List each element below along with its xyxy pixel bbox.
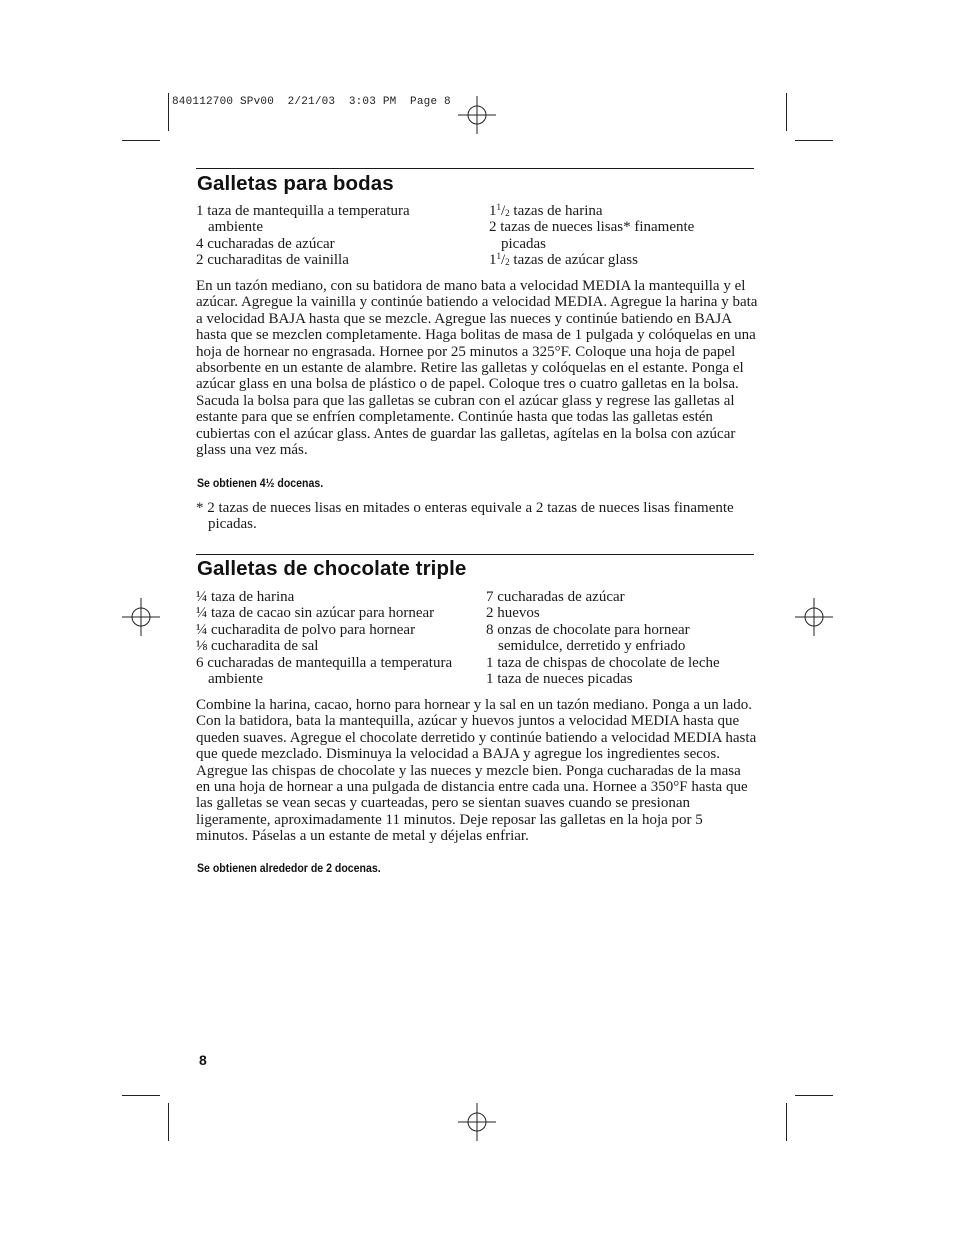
ingredients-left	[196, 203, 466, 269]
ingredient-item: 8 onzas de chocolate para hornear semidulce, derretido y enfriado	[486, 621, 690, 655]
recipe-yield: Se obtienen alrededor de 2 docenas.	[197, 861, 381, 875]
ingredients-right	[489, 203, 729, 269]
recipe-instructions: En un tazón mediano, con su batidora de mano bata a velocidad MEDIA la mantequilla y el azúcar. Agregue la vainilla y continúe batiendo a velocidad MEDIA. Agregue la harina y bata a velocidad BAJA hasta que se mezcle. Agregue las nueces y continúe batiendo en BAJA hasta que se mezclen completamente. Haga bolitas de masa de 1 pulgada y colóquelas en una hoja de hornear no engrasada. Hornee por 25 minutos a 325°F. Coloque una hoja de papel absorbente en un estante de alambre. Retire las galletas y colóquelas en el estante. Ponga el azúcar glass en una bolsa de plástico o de papel. Coloque tres o cuatro galletas en la bolsa. Sacuda la bolsa para que las galletas se cubran con el azúcar glass y regrese las galletas al estante para que se enfríen completamente. Continúe hasta que todas las galletas estén cubiertas con el azúcar glass. Antes de guardar las galletas, agítelas en la bolsa con azúcar glass una vez más.	[196, 278, 758, 459]
ingredient-item: ¼ cucharadita de polvo para hornear	[196, 621, 416, 638]
crop-mark	[168, 1103, 169, 1141]
crop-mark	[122, 1095, 160, 1096]
ingredient-item: 4 cucharadas de azúcar	[196, 235, 335, 252]
ingredient-item: 2 huevos	[486, 605, 540, 622]
section-rule	[196, 168, 754, 169]
recipe-title: Galletas de chocolate triple	[197, 557, 467, 580]
ingredient-item: ¼ taza de harina	[196, 589, 295, 605]
ingredient-item: ¼ taza de cacao sin azúcar para hornear	[196, 605, 435, 622]
print-slug: 840112700 SPv00 2/21/03 3:03 PM Page 8	[172, 96, 451, 108]
ingredients-right	[486, 589, 756, 687]
ingredient-item: 6 cucharadas de mantequilla a temperatura ambiente	[196, 654, 453, 688]
registration-mark-icon	[122, 598, 160, 636]
ingredient-item: 1 taza de chispas de chocolate de leche	[486, 654, 720, 671]
ingredient-item: 1 taza de mantequilla a temperatura ambiente	[196, 203, 410, 236]
fraction: $1^1/_2$	[489, 251, 510, 269]
recipe-yield: Se obtienen 4½ docenas.	[197, 476, 324, 490]
crop-mark	[122, 140, 160, 141]
page-number: 8	[199, 1052, 207, 1068]
crop-mark	[168, 93, 169, 131]
ingredient-item: 7 cucharadas de azúcar	[486, 589, 625, 605]
registration-mark-icon	[795, 598, 833, 636]
registration-mark-icon	[458, 1103, 496, 1141]
recipe-title: Galletas para bodas	[197, 172, 394, 195]
section-rule	[196, 554, 754, 555]
crop-mark	[786, 1103, 787, 1141]
ingredient-item: $1^1/_2$ tazas de harina	[489, 202, 603, 219]
ingredients-left	[196, 589, 486, 687]
ingredient-item: $1^1/_2$ tazas de azúcar glass	[489, 251, 638, 269]
crop-mark	[795, 140, 833, 141]
crop-mark	[795, 1095, 833, 1096]
ingredient-item: 2 cucharaditas de vainilla	[196, 252, 349, 269]
recipe-instructions: Combine la harina, cacao, horno para hornear y la sal en un tazón mediano. Ponga a un lado. Con la batidora, bata la mantequilla, azúcar y huevos juntos a velocidad MEDIA hasta que queden suaves. Agregue el chocolate derretido y continúe batiendo a velocidad MEDIA hasta que quede mezclado. Disminuya la velocidad a BAJA y agregue los ingredientes secos. Agregue las chispas de chocolate y las nueces y mezcle bien. Ponga cucharadas de la masa en una hoja de hornear a una pulgada de distancia entre cada una. Hornee a 350°F hasta que las galletas se vean secas y cuarteadas, pero se sientan suaves cuando se presionan ligeramente, aproximadamente 11 minutos. Deje reposar las galletas en la hoja por 5 minutos. Páselas a un estante de metal y déjelas enfriar.	[196, 697, 757, 845]
recipe-footnote: * 2 tazas de nueces lisas en mitades o enteras equivale a 2 tazas de nueces lisas finamente picadas.	[196, 500, 734, 533]
registration-mark-icon	[458, 96, 496, 134]
ingredient-item: 1 taza de nueces picadas	[486, 671, 633, 688]
ingredient-item: ⅛ cucharadita de sal	[196, 638, 319, 655]
ingredient-item: 2 tazas de nueces lisas* finamente picadas	[489, 219, 695, 252]
crop-mark	[786, 93, 787, 131]
fraction: $1^1/_2$	[489, 202, 510, 219]
